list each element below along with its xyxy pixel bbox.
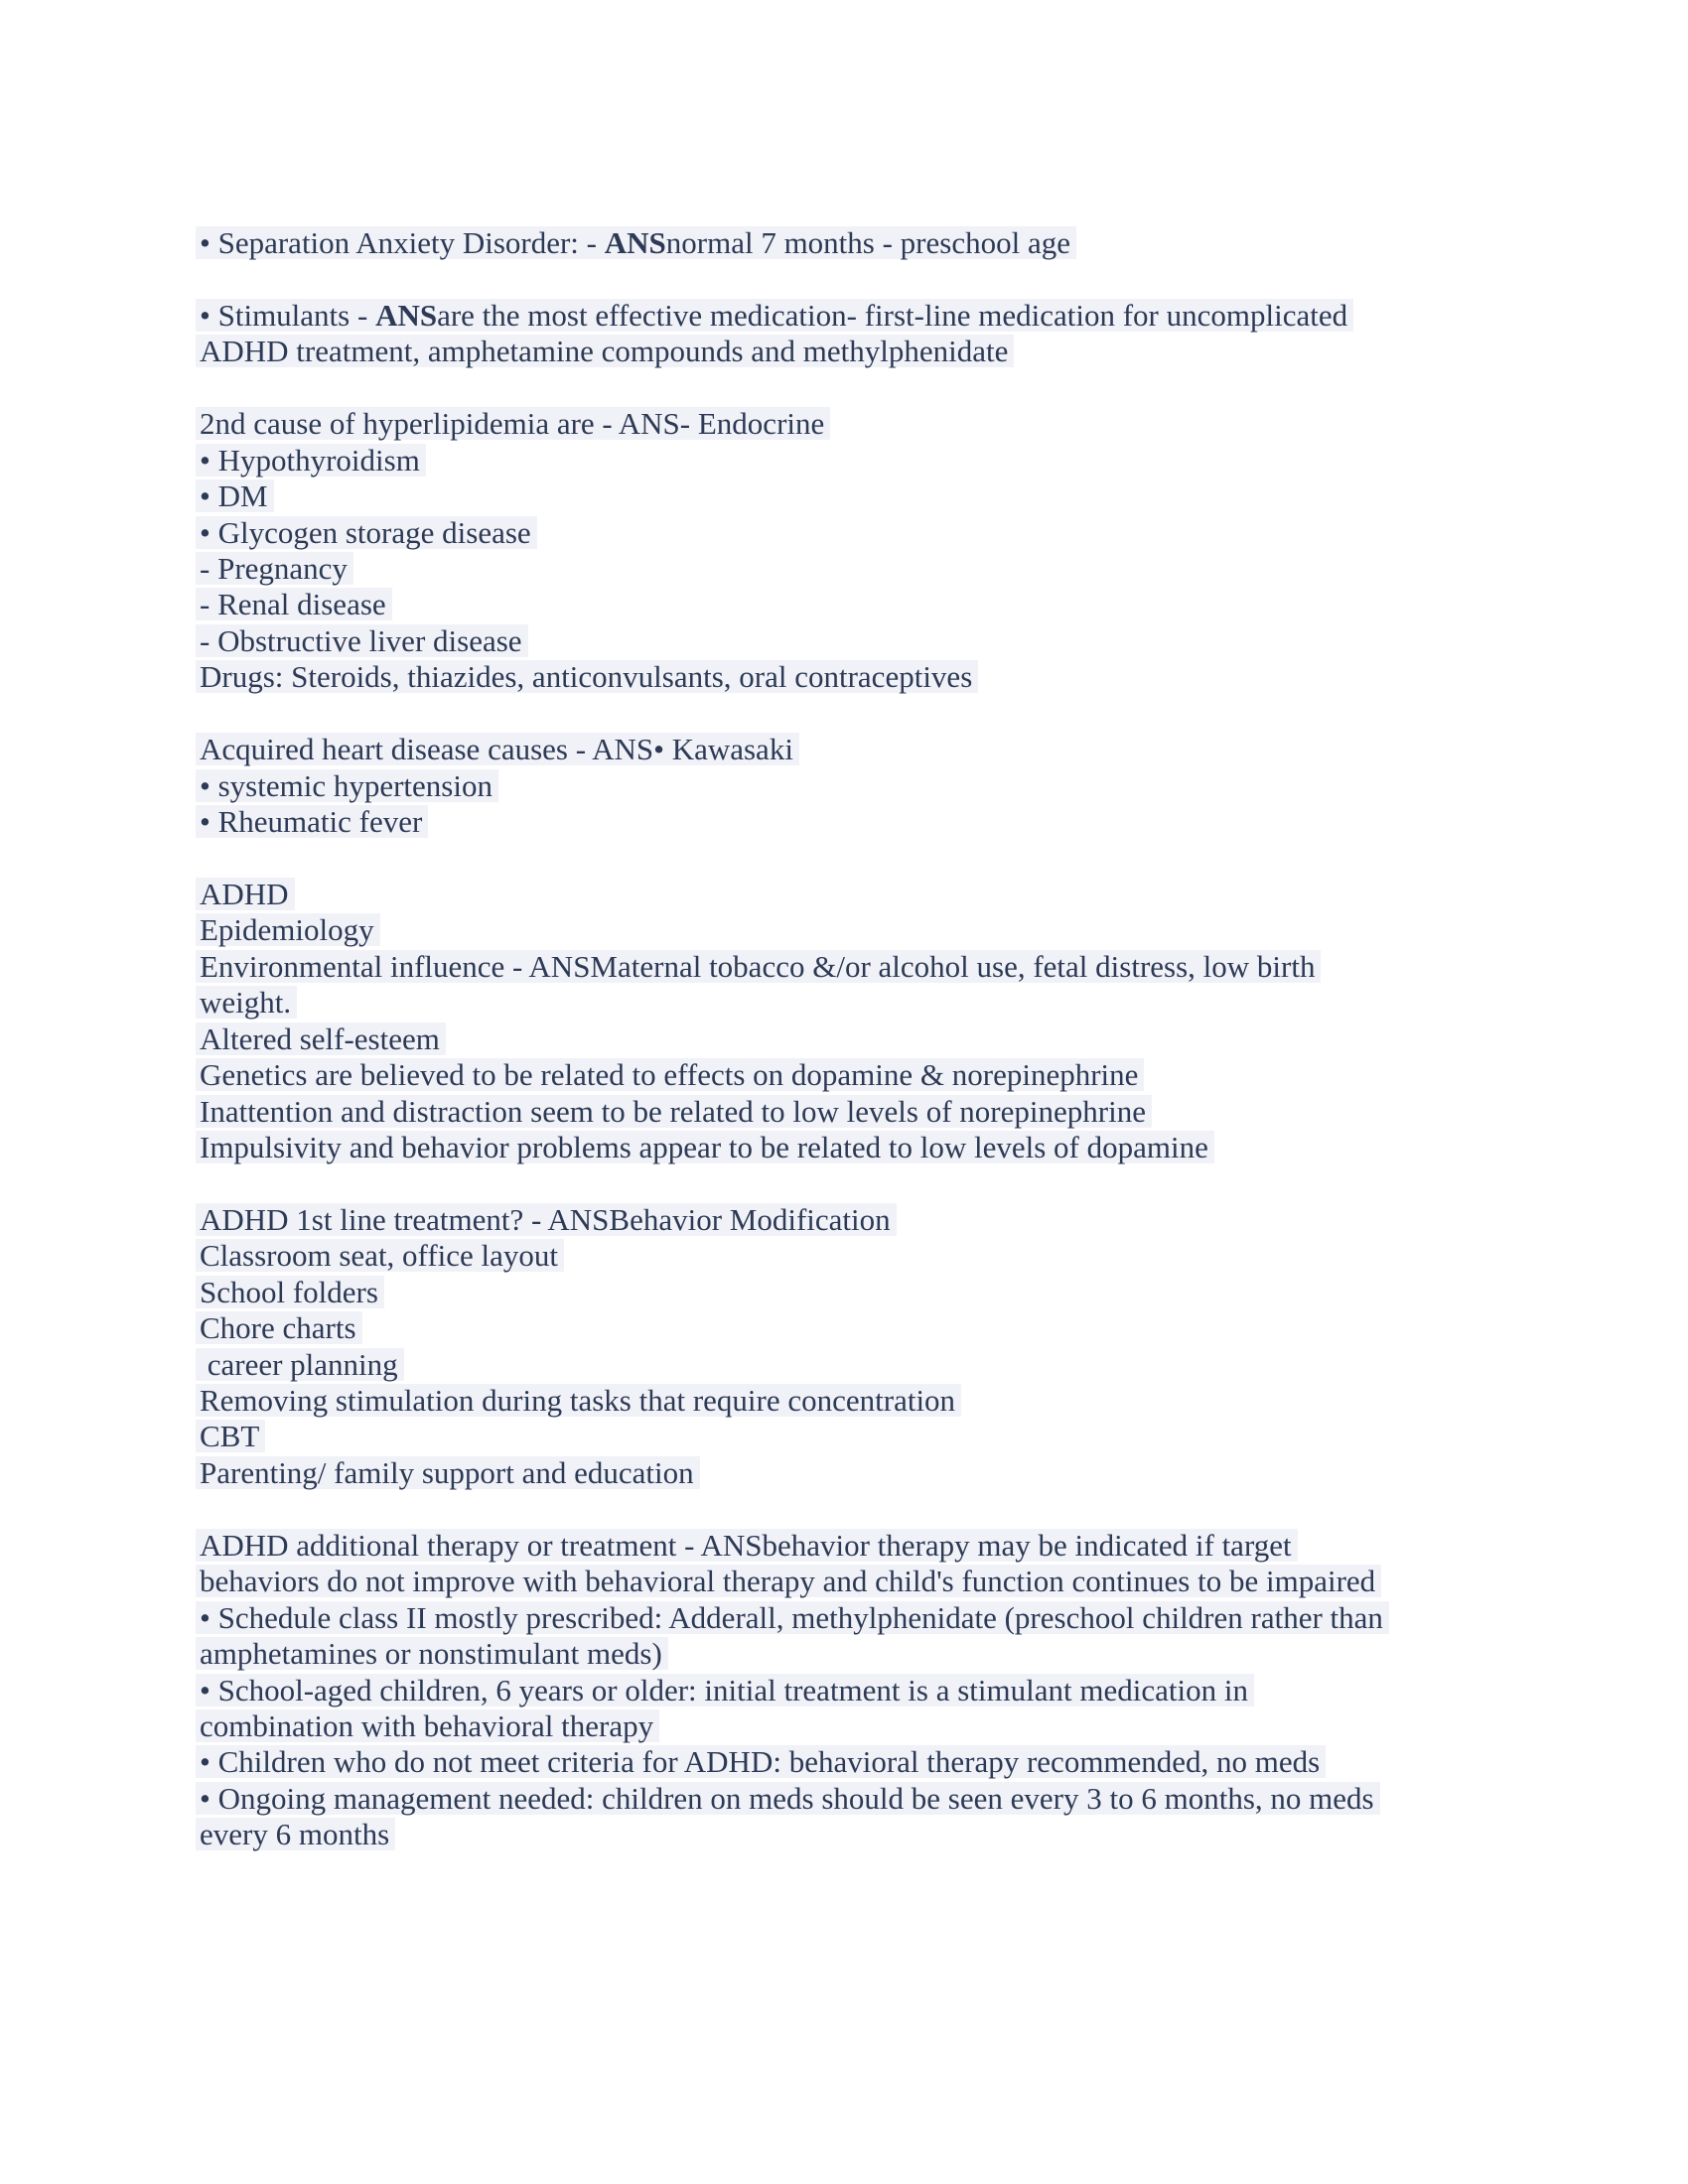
text-segment: Impulsivity and behavior problems appear to be related to low levels of dopamine bbox=[200, 1129, 1208, 1164]
highlighted-text bbox=[196, 407, 830, 440]
highlighted-text bbox=[196, 299, 1353, 332]
text-segment: • systemic hypertension bbox=[200, 767, 492, 803]
text-line bbox=[196, 587, 1516, 622]
highlighted-text bbox=[196, 1095, 1152, 1128]
text-segment: amphetamines or nonstimulant meds) bbox=[200, 1636, 662, 1672]
blank-line bbox=[196, 696, 1516, 732]
text-segment: • Children who do not meet criteria for ADHD: behavioral therapy recommended, no meds bbox=[200, 1744, 1321, 1780]
text-line bbox=[196, 1817, 1516, 1852]
text-line bbox=[196, 1600, 1516, 1636]
highlighted-text bbox=[196, 1565, 1381, 1597]
highlighted-text bbox=[196, 479, 274, 512]
text-segment: • Rheumatic fever bbox=[200, 804, 423, 839]
highlighted-text bbox=[196, 1239, 564, 1272]
highlighted-text bbox=[196, 1709, 659, 1742]
text-segment: • Stimulants - bbox=[200, 297, 376, 333]
text-segment: ADHD 1st line treatment? - ANSBehavior Modification bbox=[200, 1201, 891, 1237]
text-line bbox=[196, 732, 1516, 767]
text-segment: Drugs: Steroids, thiazides, anticonvulsants, oral contraceptives bbox=[200, 659, 973, 695]
highlighted-text bbox=[196, 913, 380, 946]
text-segment: Inattention and distraction seem to be related to low levels of norepinephrine bbox=[200, 1093, 1146, 1129]
highlighted-text bbox=[196, 1131, 1214, 1163]
text-segment: • DM bbox=[200, 478, 268, 514]
text-line bbox=[196, 1744, 1516, 1780]
text-line bbox=[196, 1310, 1516, 1346]
highlighted-text bbox=[196, 878, 295, 910]
highlighted-text bbox=[196, 624, 528, 657]
text-line bbox=[196, 551, 1516, 587]
text-line bbox=[196, 1383, 1516, 1419]
text-line bbox=[196, 406, 1516, 442]
text-segment: CBT bbox=[200, 1419, 260, 1454]
highlighted-text bbox=[196, 1456, 700, 1489]
document-content bbox=[196, 225, 1516, 1853]
text-segment: - Renal disease bbox=[200, 587, 386, 622]
text-line bbox=[196, 1022, 1516, 1057]
highlighted-text bbox=[196, 1023, 446, 1055]
text-segment: ADHD treatment, amphetamine compounds and methylphenidate bbox=[200, 334, 1009, 369]
highlighted-text bbox=[196, 733, 799, 765]
text-line bbox=[196, 623, 1516, 659]
highlighted-text bbox=[196, 1637, 668, 1670]
highlighted-text bbox=[196, 1203, 897, 1236]
text-line bbox=[196, 912, 1516, 948]
text-line bbox=[196, 334, 1516, 369]
highlighted-text bbox=[196, 1276, 384, 1308]
text-segment: • Hypothyroidism bbox=[200, 442, 420, 478]
text-line bbox=[196, 1708, 1516, 1744]
highlighted-text bbox=[196, 1745, 1326, 1778]
highlighted-text bbox=[196, 1058, 1144, 1091]
text-line bbox=[196, 1528, 1516, 1564]
text-line bbox=[196, 1455, 1516, 1491]
blank-line bbox=[196, 261, 1516, 297]
text-segment: are the most effective medication- first-line medication for uncomplicated bbox=[437, 297, 1348, 333]
highlighted-text bbox=[196, 552, 353, 585]
highlighted-text bbox=[196, 1782, 1380, 1815]
text-segment: career planning bbox=[200, 1346, 398, 1382]
text-segment: Chore charts bbox=[200, 1310, 356, 1346]
text-line bbox=[196, 298, 1516, 334]
text-line bbox=[196, 515, 1516, 551]
text-line bbox=[196, 985, 1516, 1021]
text-line bbox=[196, 478, 1516, 514]
highlighted-text bbox=[196, 1384, 961, 1417]
highlighted-text bbox=[196, 516, 537, 549]
text-segment: - Obstructive liver disease bbox=[200, 622, 522, 658]
text-line bbox=[196, 1094, 1516, 1130]
text-segment: Genetics are believed to be related to effects on dopamine & norepinephrine bbox=[200, 1057, 1139, 1093]
text-segment: weight. bbox=[200, 985, 292, 1021]
text-segment: Environmental influence - ANSMaternal tobacco &/or alcohol use, fetal distress, low birth bbox=[200, 948, 1316, 984]
text-segment: normal 7 months - preschool age bbox=[665, 225, 1070, 260]
highlighted-text bbox=[196, 1420, 265, 1452]
text-segment: • Separation Anxiety Disorder: - bbox=[200, 225, 605, 260]
highlighted-text bbox=[196, 226, 1076, 259]
text-segment: every 6 months bbox=[200, 1817, 390, 1852]
highlighted-text bbox=[196, 986, 297, 1019]
answer-marker: ANS bbox=[375, 297, 438, 333]
text-line bbox=[196, 1673, 1516, 1708]
highlighted-text bbox=[196, 1674, 1254, 1706]
text-segment: ADHD additional therapy or treatment - ANSbehavior therapy may be indicated if target bbox=[200, 1527, 1292, 1563]
text-line bbox=[196, 949, 1516, 985]
text-segment: Altered self-esteem bbox=[200, 1021, 440, 1056]
text-segment: Removing stimulation during tasks that require concentration bbox=[200, 1383, 956, 1418]
highlighted-text bbox=[196, 444, 426, 477]
highlighted-text bbox=[196, 1311, 362, 1344]
highlighted-text bbox=[196, 1601, 1389, 1634]
text-segment: ADHD bbox=[200, 876, 289, 911]
text-line bbox=[196, 1057, 1516, 1093]
text-line bbox=[196, 1781, 1516, 1817]
text-segment: School folders bbox=[200, 1274, 378, 1309]
highlighted-text bbox=[196, 1348, 404, 1381]
blank-line bbox=[196, 1491, 1516, 1527]
text-segment: • Schedule class II mostly prescribed: Adderall, methylphenidate (preschool children rather than bbox=[200, 1599, 1383, 1635]
highlighted-text bbox=[196, 588, 392, 620]
text-line bbox=[196, 659, 1516, 695]
text-line bbox=[196, 1419, 1516, 1454]
text-line bbox=[196, 1238, 1516, 1274]
text-segment: 2nd cause of hyperlipidemia are - ANS- Endocrine bbox=[200, 406, 825, 442]
highlighted-text bbox=[196, 660, 978, 693]
text-segment: Parenting/ family support and education bbox=[200, 1454, 694, 1490]
text-line bbox=[196, 1347, 1516, 1383]
blank-line bbox=[196, 840, 1516, 876]
text-line bbox=[196, 768, 1516, 804]
highlighted-text bbox=[196, 1529, 1298, 1562]
text-segment: • Glycogen storage disease bbox=[200, 514, 531, 550]
text-line bbox=[196, 225, 1516, 261]
highlighted-text bbox=[196, 769, 498, 802]
text-line bbox=[196, 1636, 1516, 1672]
blank-line bbox=[196, 1165, 1516, 1201]
answer-marker: ANS bbox=[604, 225, 666, 260]
text-line bbox=[196, 877, 1516, 912]
text-segment: Acquired heart disease causes - ANS• Kawasaki bbox=[200, 732, 793, 767]
text-line bbox=[196, 1564, 1516, 1599]
text-line bbox=[196, 804, 1516, 840]
highlighted-text bbox=[196, 335, 1014, 367]
text-segment: Classroom seat, office layout bbox=[200, 1238, 559, 1274]
text-segment: • School-aged children, 6 years or older: initial treatment is a stimulant medication in bbox=[200, 1672, 1248, 1707]
text-line bbox=[196, 1130, 1516, 1165]
text-line bbox=[196, 1202, 1516, 1238]
text-segment: • Ongoing management needed: children on meds should be seen every 3 to 6 months, no meds bbox=[200, 1780, 1374, 1816]
highlighted-text bbox=[196, 950, 1321, 983]
highlighted-text bbox=[196, 1818, 395, 1850]
highlighted-text bbox=[196, 805, 428, 838]
text-segment: - Pregnancy bbox=[200, 550, 348, 586]
text-segment: behaviors do not improve with behavioral therapy and child's function continues to be impaired bbox=[200, 1564, 1376, 1599]
text-segment: combination with behavioral therapy bbox=[200, 1707, 654, 1743]
text-line bbox=[196, 443, 1516, 478]
blank-line bbox=[196, 370, 1516, 406]
text-line bbox=[196, 1275, 1516, 1310]
text-segment: Epidemiology bbox=[200, 912, 374, 948]
